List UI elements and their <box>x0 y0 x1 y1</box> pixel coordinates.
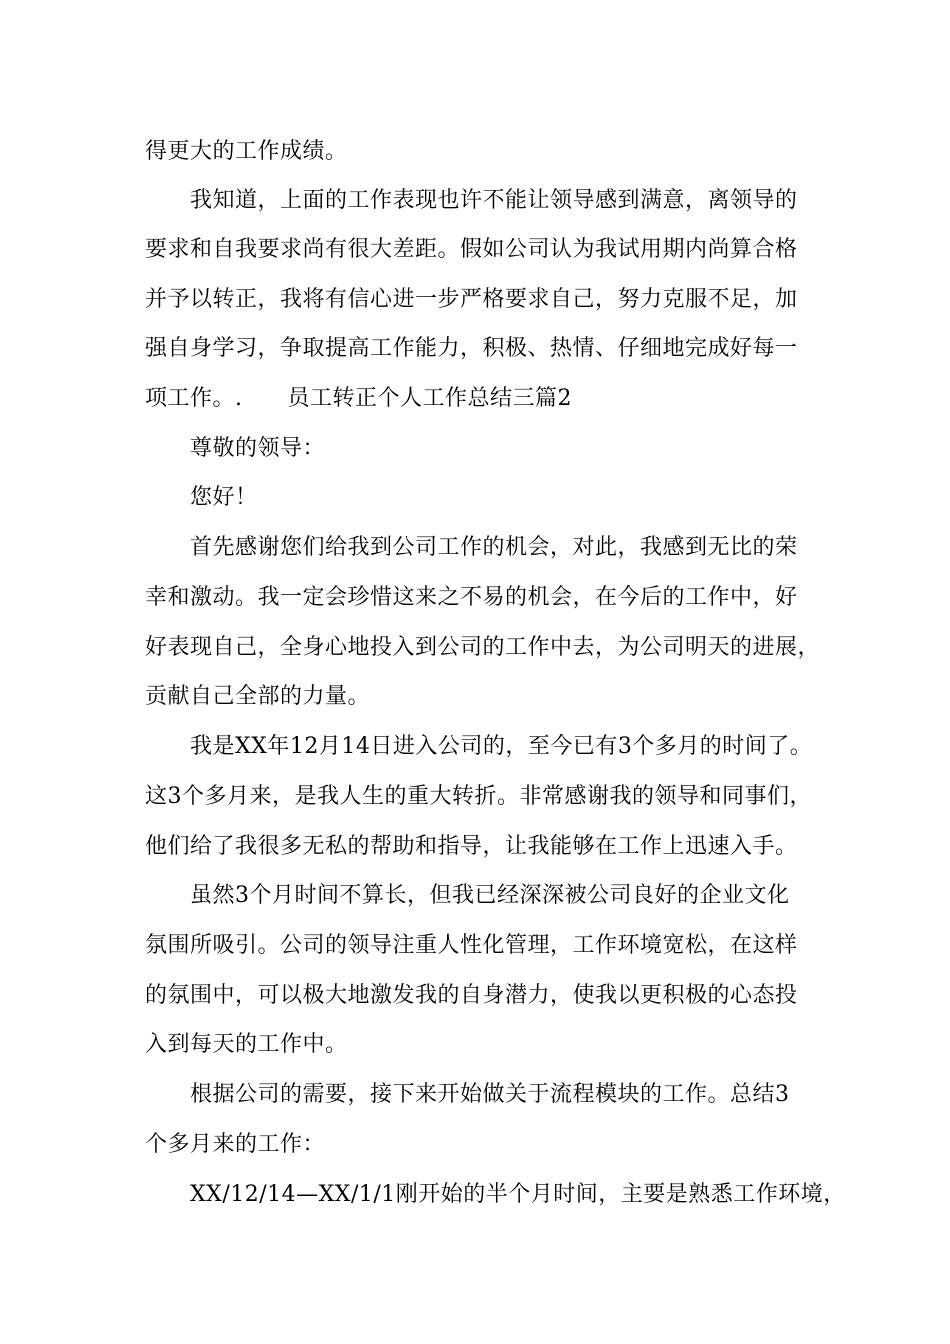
text-line-12: 贡献自己全部的力量。 <box>145 684 371 709</box>
text-line-18: 的氛围中，可以极大地激发我的自身潜力，使我以更积极的心态投 <box>145 983 798 1008</box>
text-line-16: 虽然3个月时间不算长，但我已经深深被公司良好的企业文化 <box>190 883 790 908</box>
text-line-3: 要求和自我要求尚有很大差距。假如公司认为我试用期内尚算合格 <box>145 237 798 262</box>
text-line-21: 个多月来的工作： <box>145 1132 326 1157</box>
text-line-5: 强自身学习，争取提高工作能力，积极、热情、仔细地完成好每一 <box>145 336 798 361</box>
text-line-11: 好表现自己，全身心地投入到公司的工作中去，为公司明天的进展， <box>145 635 821 660</box>
text-line-13: 我是XX年12月14日进入公司的，至今已有3个多月的时间了。 <box>190 734 813 759</box>
salutation: 尊敬的领导： <box>190 436 326 461</box>
text-line-17: 氛围所吸引。公司的领导注重人性化管理，工作环境宽松，在这样 <box>145 933 798 958</box>
text-line-14: 这3个多月来，是我人生的重大转折。非常感谢我的领导和同事们， <box>145 784 812 809</box>
text-line-22: XX/12/14—XX/1/1刚开始的半个月时间，主要是熟悉工作环境， <box>190 1182 846 1207</box>
text-line-1: 得更大的工作成绩。 <box>145 139 348 164</box>
text-line-20: 根据公司的需要，接下来开始做关于流程模块的工作。总结3 <box>190 1082 790 1107</box>
text-line-2: 我知道，上面的工作表现也许不能让领导感到满意，离领导的 <box>190 188 798 213</box>
text-line-19: 入到每天的工作中。 <box>145 1032 348 1057</box>
text-line-15: 他们给了我很多无私的帮助和指导，让我能够在工作上迅速入手。 <box>145 834 798 859</box>
text-line-4: 并予以转正，我将有信心进一步严格要求自己，努力克服不足，加 <box>145 287 798 312</box>
text-line-9: 首先感谢您们给我到公司工作的机会，对此，我感到无比的荣 <box>190 535 798 560</box>
greeting: 您好！ <box>190 485 258 510</box>
text-line-10: 幸和激动。我一定会珍惜这来之不易的机会，在今后的工作中，好 <box>145 585 798 610</box>
text-line-6: 项工作。. 员工转正个人工作总结三篇2 <box>145 386 572 411</box>
